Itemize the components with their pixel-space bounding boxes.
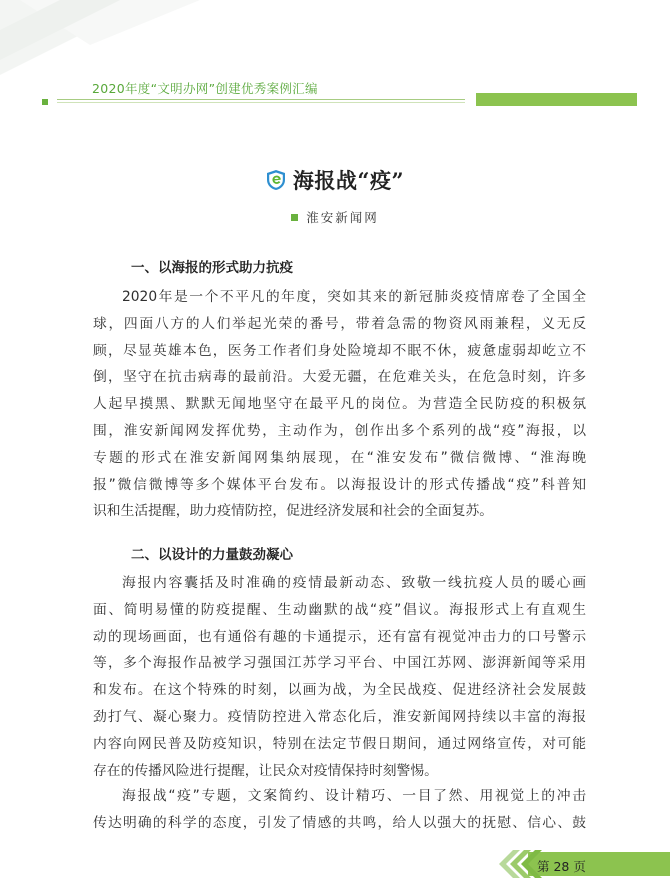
- text-line: 内容向网民普及防疫知识，特别在法定节假日期间，通过网络宣传，对可能: [93, 735, 586, 752]
- article-title: 海报战“疫”: [292, 168, 405, 193]
- text-line: 球，四面八方的人们举起光荣的番号，带着急需的物资风雨兼程，义无反: [93, 315, 586, 332]
- text-line: 围，淮安新闻网发挥优势，主动作为，创作出多个系列的战“疫”海报，以: [93, 422, 586, 439]
- source-square-marker: [291, 214, 298, 221]
- section-2-paragraph-2: [93, 783, 586, 837]
- text-line: 海报战“疫”专题，文案简约、设计精巧、一目了然、用视觉上的冲击: [122, 788, 586, 804]
- text-line: 识和生活提醒，助力疫情防控，促进经济发展和社会的全面复苏。: [93, 503, 494, 520]
- section-2-paragraph-1: [93, 570, 586, 784]
- text-line: 倒，坚守在抗击病毒的最前沿。大爱无疆，在危难关头，在危急时刻，许多: [93, 369, 586, 386]
- section-heading-1: 一、以海报的形式助力抗疫: [131, 260, 293, 276]
- section-heading-2: 二、以设计的力量鼓劲凝心: [131, 547, 293, 563]
- header-accent-bar: [476, 93, 637, 106]
- shield-logo-icon: [266, 169, 286, 191]
- header-divider: [57, 99, 465, 100]
- text-line: 存在的传播风险进行提醒，让民众对疫情保持时刻警惕。: [93, 762, 438, 779]
- text-line: 劲打气、凝心聚力。疫情防控进入常态化后，淮安新闻网持续以丰富的海报: [93, 708, 586, 725]
- article-title-row: [0, 165, 670, 195]
- text-line: 动的现场画面，也有通俗有趣的卡通提示，还有富有视觉冲击力的口号警示: [93, 628, 586, 645]
- corner-decoration: [0, 0, 240, 90]
- text-line: 报”微信微博等多个媒体平台发布。以海报设计的形式传播战“疫”科普知: [93, 476, 586, 493]
- running-header-title: 2020年度“文明办网”创建优秀案例汇编: [92, 81, 318, 96]
- text-line: 顾，尽显英雄本色，医务工作者们身处险境却不眠不休，疲惫虚弱却屹立不: [93, 342, 586, 359]
- text-line: 和发布。在这个特殊的时刻，以画为战，为全民战疫、促进经济社会发展鼓: [93, 682, 586, 699]
- text-line: 等，多个海报作品被学习强国江苏学习平台、中国江苏网、澎湃新闻等采用: [93, 655, 586, 672]
- text-line: 传达明确的科学的态度，引发了情感的共鸣，给人以强大的抚慰、信心、鼓: [93, 814, 586, 831]
- article-source: 淮安新闻网: [306, 210, 379, 225]
- text-line: 2020年是一个不平凡的年度，突如其来的新冠肺炎疫情席卷了全国全: [122, 289, 586, 305]
- text-line: 专题的形式在淮安新闻网集纳展现，在“淮安发布”微信微博、“淮海晚: [93, 449, 586, 466]
- text-line: 海报内容囊括及时准确的疫情最新动态、致敬一线抗疫人员的暖心画: [122, 575, 586, 591]
- text-line: 人起早摸黑、默默无闻地坚守在最平凡的岗位。为营造全民防疫的积极氛: [93, 396, 586, 413]
- header-square-marker: [42, 99, 48, 105]
- article-source-row: [0, 208, 670, 226]
- page-footer: [497, 848, 670, 880]
- section-1-paragraph-1: [93, 284, 586, 525]
- header-divider-secondary: [57, 102, 465, 103]
- page-number-label: 第 28 页: [537, 859, 586, 874]
- text-line: 面、简明易懂的防疫提醒、生动幽默的战“疫”倡议。海报形式上有直观生: [93, 601, 586, 618]
